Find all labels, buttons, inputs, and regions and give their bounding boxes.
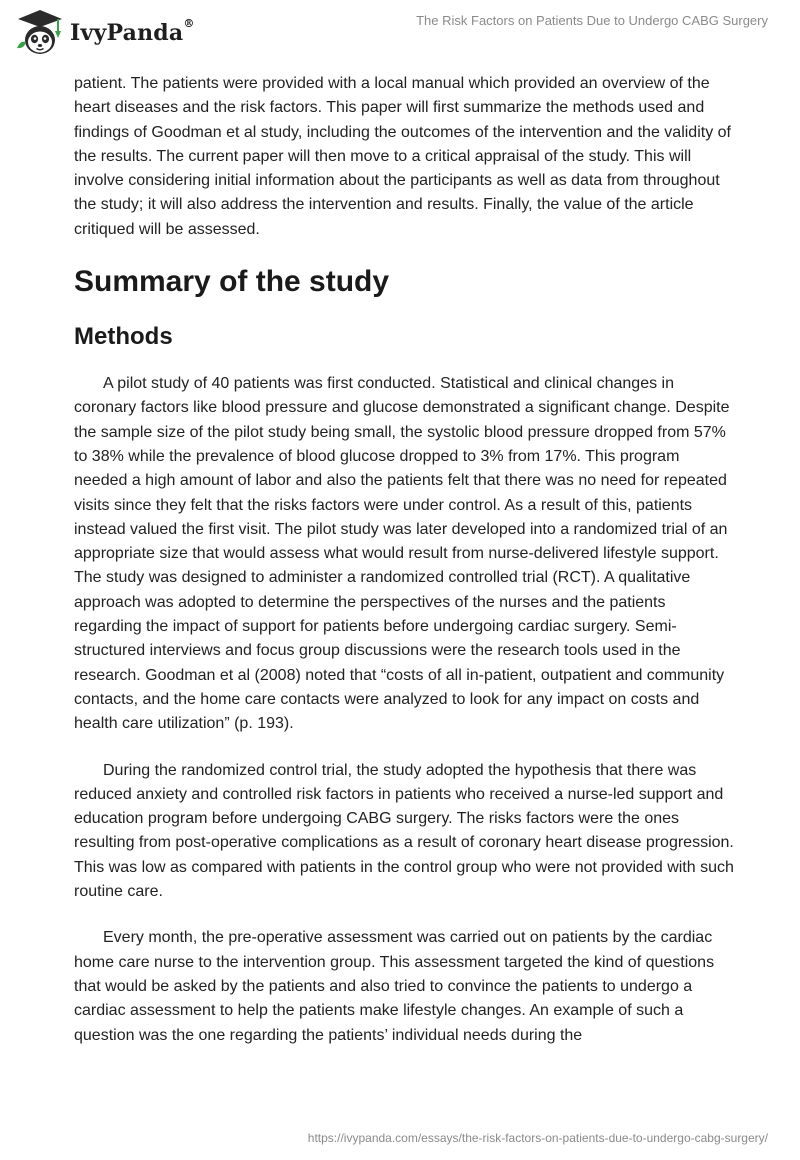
subsection-heading: Methods <box>74 323 173 351</box>
ivypanda-logo[interactable] <box>14 8 195 58</box>
article-body <box>74 72 734 1070</box>
section-heading: Summary of the study <box>74 265 390 299</box>
registered-mark: ® <box>183 17 195 30</box>
document-title: The Risk Factors on Patients Due to Undergo CABG Surgery <box>416 13 768 28</box>
source-url[interactable]: https://ivypanda.com/essays/the-risk-factors-on-patients-due-to-undergo-cabg-surgery/ <box>307 1131 768 1145</box>
paragraph: Every month, the pre-operative assessment was carried out on patients by the cardiac home care nurse to the intervention group. This assessment targeted the kind of questions that would be asked by the patients and also tried to convince the patients to undergo a cardiac assessment to help the patients make lifestyle changes. An example of such a question was the one regarding the patients’ individual needs during the <box>74 929 715 1044</box>
paragraph: A pilot study of 40 patients was first conducted. Statistical and clinical changes in coronary factors like blood pressure and glucose demonstrated a significant change. Despite the sample size of the pilot study being small, the systolic blood pressure dropped from 57% to 38% while the prevalence of blood glucose dropped to 3% from 17%. This program needed a high amount of labor and also the patients felt that there was no need for repeated visits since they felt that the risks factors were under control. As a result of this, patients instead valued the first visit. The pilot study was later developed into a randomized trial of an appropriate size that would assess what would result from nurse-delivered lifestyle support. The study was designed to administer a randomized controlled trial (RCT). A qualitative approach was adopted to determine the perspectives of the nurses and the patients regarding the impact of support for patients before undergoing cardiac surgery. Semi-structured interviews and focus group discussions were the research tools used in the research. Goodman et al (2008) noted that “costs of all in-patient, outpatient and community contacts, and the home care contacts were analyzed to look for any impact on costs and health care utilization” (p. 193). <box>74 375 730 733</box>
brand-name: IvyPanda® <box>70 17 195 46</box>
panda-graduate-icon <box>14 8 66 58</box>
page-header <box>0 0 800 70</box>
intro-paragraph: patient. The patients were provided with a local manual which provided an overview of the heart diseases and the risk factors. This paper will first summarize the methods used and findings of Goodman et al study, including the outcomes of the intervention and the validity of the results. The current paper will then move to a critical appraisal of the study. This will involve considering initial information about the participants as well as data from throughout the study; it will also address the intervention and results. Finally, the value of the article critiqued will be assessed. <box>74 75 731 238</box>
paragraph: During the randomized control trial, the study adopted the hypothesis that there was reduced anxiety and controlled risk factors in patients who received a nurse-led support and education program before undergoing CABG surgery. The risks factors were the ones resulting from post-operative complications as a result of coronary heart disease progression. This was low as compared with patients in the control group who were not provided with such routine care. <box>74 761 734 901</box>
